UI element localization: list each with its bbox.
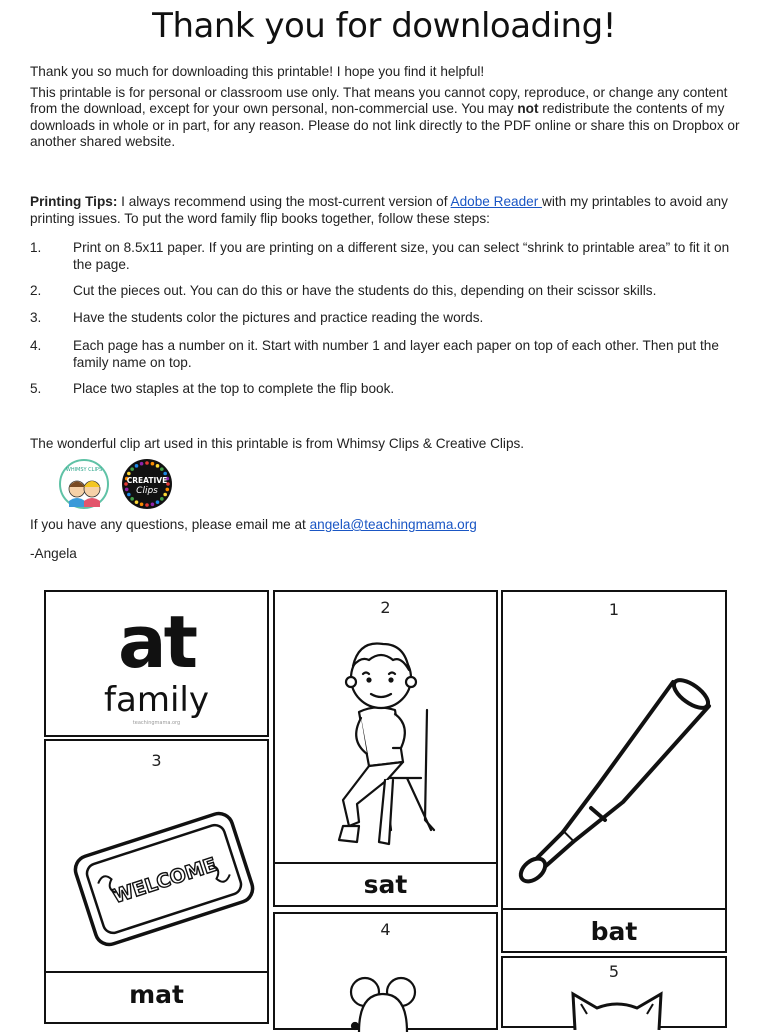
step-number: 5.: [30, 381, 42, 396]
logo-dot: [160, 497, 164, 501]
step-text: Print on 8.5x11 paper. If you are printing on a different size, you can select “shrink to printable area” to fit it on the page.: [73, 240, 730, 272]
contact-text: [30, 517, 742, 534]
word-card-sat: sat: [273, 862, 498, 907]
printing-tips-text-b: with my printables to avoid any printing issues. To put the word family flip books together, follow these steps:: [30, 194, 728, 226]
logo-dot: [127, 472, 131, 476]
printing-tips-text-a: I always recommend using the most-current version of: [117, 194, 451, 209]
picture-card-bat: [501, 590, 727, 910]
intro-paragraph-2: [30, 85, 742, 151]
family-title-card: [44, 590, 269, 737]
printing-tips-paragraph: [30, 194, 742, 227]
family-big-word: at: [117, 600, 195, 684]
watermark: teachingmama.org: [132, 720, 181, 726]
step-text: Cut the pieces out. You can do this or have the students do this, depending on their scissor skills.: [73, 283, 657, 298]
card-number: 2: [380, 598, 391, 617]
logo-dot: [135, 500, 139, 504]
printing-tips: [30, 194, 742, 227]
card-number: 1: [608, 600, 620, 619]
intro-text: [30, 64, 742, 151]
word-card-mat: mat: [44, 971, 269, 1024]
printing-tips-label: Printing Tips:: [30, 194, 118, 209]
word-card-bat: bat: [501, 908, 727, 953]
logo-dot: [163, 472, 167, 476]
cat-illustration: [567, 984, 667, 1030]
email-link[interactable]: angela@teachingmama.org: [309, 517, 477, 532]
logo-dot: [163, 493, 167, 497]
logo-dot: [135, 464, 139, 468]
credits-text: The wonderful clip art used in this printable is from Whimsy Clips & Creative Clips.: [30, 436, 525, 451]
step-text: Each page has a number on it. Start with number 1 and layer each paper on top of each other. Then put the family name on top.: [73, 338, 719, 370]
logo-dot: [145, 503, 149, 507]
creative-clips-logo: [121, 458, 173, 510]
family-label: family: [104, 680, 209, 720]
adobe-reader-link[interactable]: Adobe Reader: [450, 194, 542, 209]
step-number: 1.: [30, 240, 42, 255]
logo-dot: [140, 462, 144, 466]
logo-dot: [151, 502, 155, 506]
logo-dot: [130, 497, 134, 501]
intro-paragraph-1: Thank you so much for downloading this printable! I hope you find it helpful!: [30, 64, 485, 79]
whimsy-clips-logo: [59, 459, 109, 509]
logo-dot: [156, 500, 160, 504]
step-text: Have the students color the pictures and practice reading the words.: [73, 310, 484, 325]
signature: -Angela: [30, 546, 77, 561]
logo-dot: [130, 467, 134, 471]
step-text: Place two staples at the top to complete the flip book.: [73, 381, 395, 396]
logo-dot: [127, 493, 131, 497]
logo-dot: [151, 462, 155, 466]
picture-card-5: [501, 956, 727, 1028]
picture-card-4: [273, 912, 498, 1030]
intro-p2-bold: not: [517, 101, 539, 116]
intro-p2-start: This printable is for personal or classroom use only. That means you cannot copy, reproduce, or change any content from the download, except for your own personal, non-commercial use. You may: [30, 84, 728, 116]
step-number: 2.: [30, 283, 42, 298]
intro-p2-end: redistribute the contents of my downloads in whole or in part, for any reason. Please do not link directly to the PDF online or share this on Dropbox or another shared website.: [30, 101, 740, 149]
mouse-illustration: [325, 962, 445, 1032]
card-number: 5: [608, 962, 620, 981]
sitting-boy-illustration: [299, 630, 469, 862]
creative-logo-line2: Clips: [136, 486, 158, 496]
picture-card-sat: [273, 590, 498, 864]
picture-card-mat: [44, 739, 269, 973]
card-number: 4: [380, 920, 391, 939]
logo-dot: [160, 467, 164, 471]
welcome-mat-illustration: [72, 803, 256, 955]
whimsy-logo-text: WHIMSY CLIPS: [65, 467, 103, 473]
logo-dot: [145, 461, 149, 465]
creative-logo-line1: CREATIVE: [126, 476, 168, 485]
logo-dot: [125, 488, 129, 492]
baseball-bat-illustration: [513, 672, 713, 892]
page-title: Thank you for downloading!: [152, 6, 616, 46]
logo-dot: [156, 464, 160, 468]
step-number: 4.: [30, 338, 42, 353]
welcome-mat-text: WELCOME: [109, 853, 220, 909]
contact-label: If you have any questions, please email me at: [30, 517, 310, 532]
step-number: 3.: [30, 310, 42, 325]
logo-dot: [140, 502, 144, 506]
card-number: 3: [151, 751, 162, 770]
logo-dot: [165, 488, 169, 492]
